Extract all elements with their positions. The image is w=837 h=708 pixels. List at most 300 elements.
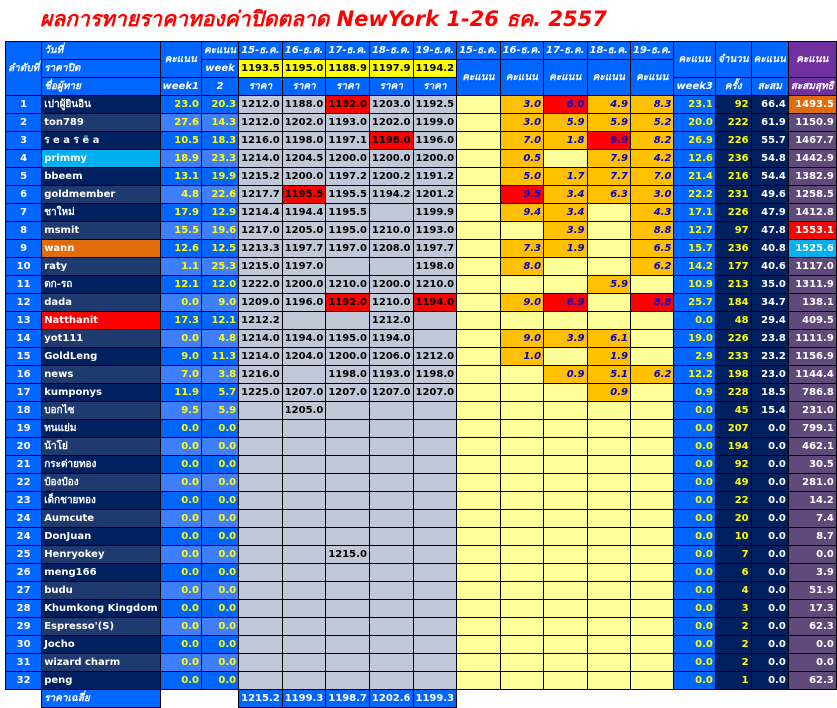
day-score bbox=[457, 474, 500, 492]
guess-price: 1198.0 bbox=[413, 258, 457, 276]
points-sub: สะสมสุทธิ bbox=[788, 78, 836, 96]
guess-price: 1201.2 bbox=[413, 186, 457, 204]
total-cell: 0.0 bbox=[751, 564, 788, 582]
guess-price bbox=[369, 528, 413, 546]
points-cell: 14.2 bbox=[788, 492, 836, 510]
day-score bbox=[544, 672, 587, 690]
count-cell: 20 bbox=[715, 510, 751, 528]
day-score bbox=[587, 492, 630, 510]
table-row bbox=[6, 240, 837, 258]
day-score bbox=[544, 312, 587, 330]
guess-price bbox=[369, 438, 413, 456]
total-cell: 23.0 bbox=[751, 366, 788, 384]
table-row bbox=[6, 168, 837, 186]
player-name: bbeem bbox=[42, 168, 160, 186]
day-score bbox=[544, 474, 587, 492]
guess-price: 1210.0 bbox=[369, 294, 413, 312]
guess-price bbox=[413, 420, 457, 438]
day-score bbox=[630, 402, 673, 420]
total-cell: 49.6 bbox=[751, 186, 788, 204]
day-score bbox=[457, 186, 500, 204]
guess-price bbox=[413, 528, 457, 546]
rank-cell: 26 bbox=[6, 564, 42, 582]
week3-score: 0.0 bbox=[674, 618, 715, 636]
rank-cell: 13 bbox=[6, 312, 42, 330]
rank-cell: 25 bbox=[6, 546, 42, 564]
guess-price bbox=[326, 600, 370, 618]
total-cell: 0.0 bbox=[751, 636, 788, 654]
day-score bbox=[500, 546, 543, 564]
count-sub: ครั้ง bbox=[715, 78, 751, 96]
guess-price bbox=[369, 420, 413, 438]
player-name: peng bbox=[42, 672, 160, 690]
day-score: 9.0 bbox=[500, 294, 543, 312]
guess-price bbox=[239, 492, 283, 510]
table-row bbox=[6, 474, 837, 492]
week3-score: 0.0 bbox=[674, 654, 715, 672]
table-row bbox=[6, 276, 837, 294]
day-score: 9.4 bbox=[500, 204, 543, 222]
table-row bbox=[6, 582, 837, 600]
rank-cell: 24 bbox=[6, 528, 42, 546]
day-score bbox=[544, 438, 587, 456]
week3-score: 0.0 bbox=[674, 420, 715, 438]
guess-price: 1198.0 bbox=[326, 366, 370, 384]
guess-price bbox=[326, 582, 370, 600]
count-cell: 177 bbox=[715, 258, 751, 276]
points-cell: 231.0 bbox=[788, 402, 836, 420]
guess-price bbox=[369, 564, 413, 582]
week3-score: 0.9 bbox=[674, 384, 715, 402]
points-cell: 0.0 bbox=[788, 546, 836, 564]
count-cell: 198 bbox=[715, 366, 751, 384]
week1-score: 11.9 bbox=[160, 384, 201, 402]
guess-price: 1194.0 bbox=[369, 330, 413, 348]
guess-price bbox=[413, 510, 457, 528]
guess-price: 1212.0 bbox=[239, 114, 283, 132]
day-score bbox=[457, 600, 500, 618]
guess-price bbox=[413, 546, 457, 564]
day-score: 6.5 bbox=[630, 240, 673, 258]
average-1: 1199.3 bbox=[282, 690, 326, 708]
guess-price bbox=[282, 600, 326, 618]
date-header-4: 19-ธ.ค. bbox=[413, 42, 457, 60]
week2-score: 20.3 bbox=[201, 96, 238, 114]
day-score bbox=[630, 420, 673, 438]
day-score bbox=[457, 366, 500, 384]
player-name: primmy bbox=[42, 150, 160, 168]
player-name: บอกไซ bbox=[42, 402, 160, 420]
day-score bbox=[630, 510, 673, 528]
week3-score: 0.0 bbox=[674, 510, 715, 528]
day-score bbox=[630, 312, 673, 330]
table-row bbox=[6, 294, 837, 312]
guess-price: 1212.0 bbox=[413, 348, 457, 366]
points-cell: 1144.4 bbox=[788, 366, 836, 384]
day-score bbox=[587, 564, 630, 582]
table-body bbox=[6, 96, 837, 690]
guess-price: 1209.0 bbox=[239, 294, 283, 312]
table-row bbox=[6, 114, 837, 132]
day-score bbox=[587, 600, 630, 618]
guess-price bbox=[413, 330, 457, 348]
count-cell: 216 bbox=[715, 168, 751, 186]
guess-price bbox=[413, 636, 457, 654]
week1-score: 0.0 bbox=[160, 564, 201, 582]
average-3: 1202.6 bbox=[369, 690, 413, 708]
week3-score: 0.0 bbox=[674, 456, 715, 474]
week2-score: 0.0 bbox=[201, 654, 238, 672]
day-score bbox=[587, 258, 630, 276]
total-cell: 55.7 bbox=[751, 132, 788, 150]
count-cell: 236 bbox=[715, 240, 751, 258]
day-score bbox=[500, 366, 543, 384]
week1-score: 10.5 bbox=[160, 132, 201, 150]
week1-sub: week1 bbox=[160, 78, 201, 96]
day-score bbox=[457, 204, 500, 222]
guess-price: 1195.5 bbox=[326, 186, 370, 204]
week3-score: 25.7 bbox=[674, 294, 715, 312]
week1-score: 0.0 bbox=[160, 618, 201, 636]
player-name: yot111 bbox=[42, 330, 160, 348]
guess-price: 1192.0 bbox=[326, 96, 370, 114]
day-score bbox=[544, 456, 587, 474]
guess-price: 1195.5 bbox=[326, 204, 370, 222]
day-score: 7.0 bbox=[500, 132, 543, 150]
points-cell: 3.9 bbox=[788, 564, 836, 582]
day-score bbox=[500, 276, 543, 294]
day-score: 5.0 bbox=[500, 168, 543, 186]
day-score bbox=[457, 492, 500, 510]
day-score bbox=[544, 276, 587, 294]
average-label: ราคาเฉลี่ย bbox=[42, 690, 160, 708]
day-score bbox=[457, 114, 500, 132]
guess-price: 1216.0 bbox=[239, 132, 283, 150]
player-name: Aumcute bbox=[42, 510, 160, 528]
rank-cell: 5 bbox=[6, 168, 42, 186]
score-table bbox=[5, 41, 837, 708]
footer-spacer bbox=[6, 690, 42, 708]
week1-score: 0.0 bbox=[160, 672, 201, 690]
day-header: วันที่ bbox=[42, 42, 160, 60]
guess-price bbox=[413, 654, 457, 672]
player-name: GoldLeng bbox=[42, 348, 160, 366]
guess-price: 1206.0 bbox=[369, 348, 413, 366]
day-score: 3.4 bbox=[544, 186, 587, 204]
week3-score: 0.0 bbox=[674, 312, 715, 330]
guess-price: 1200.2 bbox=[369, 168, 413, 186]
day-score bbox=[630, 600, 673, 618]
player-name: Natthanit bbox=[42, 312, 160, 330]
table-row bbox=[6, 456, 837, 474]
rank-cell: 20 bbox=[6, 438, 42, 456]
guess-price: 1214.0 bbox=[239, 330, 283, 348]
rank-cell: 3 bbox=[6, 132, 42, 150]
guess-price bbox=[413, 492, 457, 510]
count-cell: 226 bbox=[715, 132, 751, 150]
week1-score: 15.5 bbox=[160, 222, 201, 240]
week3-score: 14.2 bbox=[674, 258, 715, 276]
week3-score: 12.7 bbox=[674, 222, 715, 240]
guess-price: 1222.0 bbox=[239, 276, 283, 294]
guess-price: 1196.0 bbox=[413, 132, 457, 150]
average-4: 1199.3 bbox=[413, 690, 457, 708]
day-score: 8.3 bbox=[630, 96, 673, 114]
week3-score: 17.1 bbox=[674, 204, 715, 222]
date-header-2: 17-ธ.ค. bbox=[326, 42, 370, 60]
day-score bbox=[587, 312, 630, 330]
week1-score: 0.0 bbox=[160, 654, 201, 672]
player-name: น้าโย่ bbox=[42, 438, 160, 456]
date-header-0: 15-ธ.ค. bbox=[239, 42, 283, 60]
guess-price: 1197.7 bbox=[282, 240, 326, 258]
week3-score: 23.1 bbox=[674, 96, 715, 114]
guess-price: 1208.0 bbox=[369, 240, 413, 258]
rank-cell: 2 bbox=[6, 114, 42, 132]
day-score: 1.8 bbox=[544, 132, 587, 150]
day-score bbox=[500, 510, 543, 528]
week1-score: 9.0 bbox=[160, 348, 201, 366]
table-row bbox=[6, 222, 837, 240]
day-score bbox=[500, 672, 543, 690]
close-price-1: 1195.0 bbox=[282, 60, 326, 78]
guess-price bbox=[413, 456, 457, 474]
guess-price: 1202.0 bbox=[282, 114, 326, 132]
day-score bbox=[500, 420, 543, 438]
guess-price bbox=[239, 528, 283, 546]
week2-score: 0.0 bbox=[201, 618, 238, 636]
player-name: raty bbox=[42, 258, 160, 276]
guess-price bbox=[326, 474, 370, 492]
week1-score: 0.0 bbox=[160, 420, 201, 438]
count-cell: 22 bbox=[715, 492, 751, 510]
rank-cell: 10 bbox=[6, 258, 42, 276]
day-score bbox=[630, 582, 673, 600]
week3-score: 0.0 bbox=[674, 402, 715, 420]
week2-score: 18.3 bbox=[201, 132, 238, 150]
guess-price: 1199.9 bbox=[413, 204, 457, 222]
points-cell: 62.3 bbox=[788, 672, 836, 690]
day-score bbox=[544, 348, 587, 366]
day-score bbox=[500, 564, 543, 582]
day-score: 6.9 bbox=[544, 294, 587, 312]
guess-price bbox=[369, 492, 413, 510]
week2-score: 3.8 bbox=[201, 366, 238, 384]
guess-price bbox=[326, 402, 370, 420]
week1-score: 4.8 bbox=[160, 186, 201, 204]
count-cell: 3 bbox=[715, 600, 751, 618]
points-cell: 17.3 bbox=[788, 600, 836, 618]
week3-score: 0.0 bbox=[674, 438, 715, 456]
day-score bbox=[630, 330, 673, 348]
day-score bbox=[500, 600, 543, 618]
count-cell: 1 bbox=[715, 672, 751, 690]
close-price-4: 1194.2 bbox=[413, 60, 457, 78]
day-score bbox=[457, 312, 500, 330]
week1-score: 7.0 bbox=[160, 366, 201, 384]
total-cell: 54.4 bbox=[751, 168, 788, 186]
count-cell: 97 bbox=[715, 222, 751, 240]
day-score: 9.9 bbox=[587, 132, 630, 150]
guess-price: 1197.2 bbox=[326, 168, 370, 186]
guess-price bbox=[369, 456, 413, 474]
points-cell: 409.5 bbox=[788, 312, 836, 330]
guess-price: 1195.0 bbox=[326, 222, 370, 240]
week3-score: 0.0 bbox=[674, 600, 715, 618]
day-score bbox=[457, 510, 500, 528]
day-score: 1.0 bbox=[500, 348, 543, 366]
day-score bbox=[500, 474, 543, 492]
guess-price: 1207.0 bbox=[413, 384, 457, 402]
day-score bbox=[544, 618, 587, 636]
player-name: ทนแย่ม bbox=[42, 420, 160, 438]
points-cell: 0.0 bbox=[788, 636, 836, 654]
player-name: kumponys bbox=[42, 384, 160, 402]
guess-price bbox=[282, 456, 326, 474]
guess-price bbox=[282, 366, 326, 384]
week1-score: 0.0 bbox=[160, 474, 201, 492]
guess-price: 1194.2 bbox=[369, 186, 413, 204]
day-score: 6.1 bbox=[587, 330, 630, 348]
guess-price bbox=[326, 312, 370, 330]
rank-cell: 19 bbox=[6, 420, 42, 438]
table-row bbox=[6, 420, 837, 438]
points-cell: 1382.9 bbox=[788, 168, 836, 186]
score-word-2: คะแนน bbox=[544, 60, 587, 96]
week3-score: 20.0 bbox=[674, 114, 715, 132]
player-name: wizard charm bbox=[42, 654, 160, 672]
guess-price: 1193.0 bbox=[413, 222, 457, 240]
average-0: 1215.2 bbox=[239, 690, 283, 708]
day-score bbox=[500, 654, 543, 672]
day-score bbox=[457, 276, 500, 294]
day-score bbox=[587, 294, 630, 312]
week1-score: 1.1 bbox=[160, 258, 201, 276]
day-score bbox=[457, 258, 500, 276]
week3-score: 0.0 bbox=[674, 492, 715, 510]
week2-score: 0.0 bbox=[201, 492, 238, 510]
day-score bbox=[500, 492, 543, 510]
day-score: 3.9 bbox=[544, 330, 587, 348]
points-cell: 1412.8 bbox=[788, 204, 836, 222]
guess-price: 1196.0 bbox=[282, 294, 326, 312]
guess-price: 1194.0 bbox=[413, 294, 457, 312]
guess-price: 1212.0 bbox=[369, 312, 413, 330]
week1-score: 23.0 bbox=[160, 96, 201, 114]
week1-score: 0.0 bbox=[160, 438, 201, 456]
guess-price bbox=[282, 528, 326, 546]
guess-price bbox=[239, 672, 283, 690]
day-score bbox=[630, 384, 673, 402]
day-score bbox=[587, 618, 630, 636]
guess-price bbox=[369, 636, 413, 654]
day-score bbox=[544, 546, 587, 564]
total-cell: 23.8 bbox=[751, 330, 788, 348]
player-name: goldmember bbox=[42, 186, 160, 204]
day-score bbox=[630, 618, 673, 636]
points-cell: 1311.9 bbox=[788, 276, 836, 294]
player-name: dada bbox=[42, 294, 160, 312]
week2-score: 11.3 bbox=[201, 348, 238, 366]
points-cell: 281.0 bbox=[788, 474, 836, 492]
total-cell: 34.7 bbox=[751, 294, 788, 312]
count-cell: 4 bbox=[715, 582, 751, 600]
guess-price: 1188.0 bbox=[282, 96, 326, 114]
week3-score: 0.0 bbox=[674, 582, 715, 600]
day-score bbox=[457, 672, 500, 690]
count-cell: 48 bbox=[715, 312, 751, 330]
guess-price: 1212.2 bbox=[239, 312, 283, 330]
close-price-2: 1188.9 bbox=[326, 60, 370, 78]
total-sub: สะสม bbox=[751, 78, 788, 96]
day-score bbox=[457, 240, 500, 258]
guess-price: 1198.0 bbox=[369, 132, 413, 150]
score-word-1: คะแนน bbox=[500, 60, 543, 96]
total-cell: 66.4 bbox=[751, 96, 788, 114]
week1-score: 13.1 bbox=[160, 168, 201, 186]
rank-cell: 6 bbox=[6, 186, 42, 204]
rank-cell: 27 bbox=[6, 582, 42, 600]
guess-price: 1193.0 bbox=[326, 114, 370, 132]
guess-price bbox=[369, 582, 413, 600]
guess-price: 1207.0 bbox=[369, 384, 413, 402]
day-score bbox=[544, 528, 587, 546]
day-score: 1.9 bbox=[587, 348, 630, 366]
week1-score: 0.0 bbox=[160, 600, 201, 618]
table-row bbox=[6, 636, 837, 654]
score-date-header-4: 19-ธ.ค. bbox=[630, 42, 673, 60]
rank-cell: 14 bbox=[6, 330, 42, 348]
total-cell: 0.0 bbox=[751, 456, 788, 474]
guess-price bbox=[326, 528, 370, 546]
day-score bbox=[587, 402, 630, 420]
total-cell: 18.5 bbox=[751, 384, 788, 402]
total-cell: 0.0 bbox=[751, 672, 788, 690]
day-score bbox=[500, 618, 543, 636]
total-cell: 0.0 bbox=[751, 546, 788, 564]
table-row bbox=[6, 384, 837, 402]
day-score bbox=[457, 546, 500, 564]
guess-price: 1214.4 bbox=[239, 204, 283, 222]
week2-header-mid: week bbox=[201, 60, 238, 78]
week3-score: 12.2 bbox=[674, 366, 715, 384]
week2-score: 12.5 bbox=[201, 240, 238, 258]
day-score bbox=[630, 528, 673, 546]
footer-spacer bbox=[201, 690, 238, 708]
guess-price: 1194.0 bbox=[282, 330, 326, 348]
day-score: 3.4 bbox=[544, 204, 587, 222]
score-date-header-2: 17-ธ.ค. bbox=[544, 42, 587, 60]
guess-price bbox=[326, 438, 370, 456]
day-score: 4.9 bbox=[587, 96, 630, 114]
day-score: 7.7 bbox=[587, 168, 630, 186]
player-name: budu bbox=[42, 582, 160, 600]
guess-price bbox=[239, 582, 283, 600]
day-score bbox=[457, 348, 500, 366]
day-score bbox=[500, 222, 543, 240]
rank-cell: 11 bbox=[6, 276, 42, 294]
guess-price bbox=[413, 564, 457, 582]
score-date-header-1: 16-ธ.ค. bbox=[500, 42, 543, 60]
count-cell: 207 bbox=[715, 420, 751, 438]
week2-score: 0.0 bbox=[201, 582, 238, 600]
count-cell: 228 bbox=[715, 384, 751, 402]
total-cell: 0.0 bbox=[751, 510, 788, 528]
day-score: 9.0 bbox=[500, 330, 543, 348]
count-cell: 184 bbox=[715, 294, 751, 312]
day-score: 9.5 bbox=[500, 186, 543, 204]
guess-price bbox=[239, 438, 283, 456]
